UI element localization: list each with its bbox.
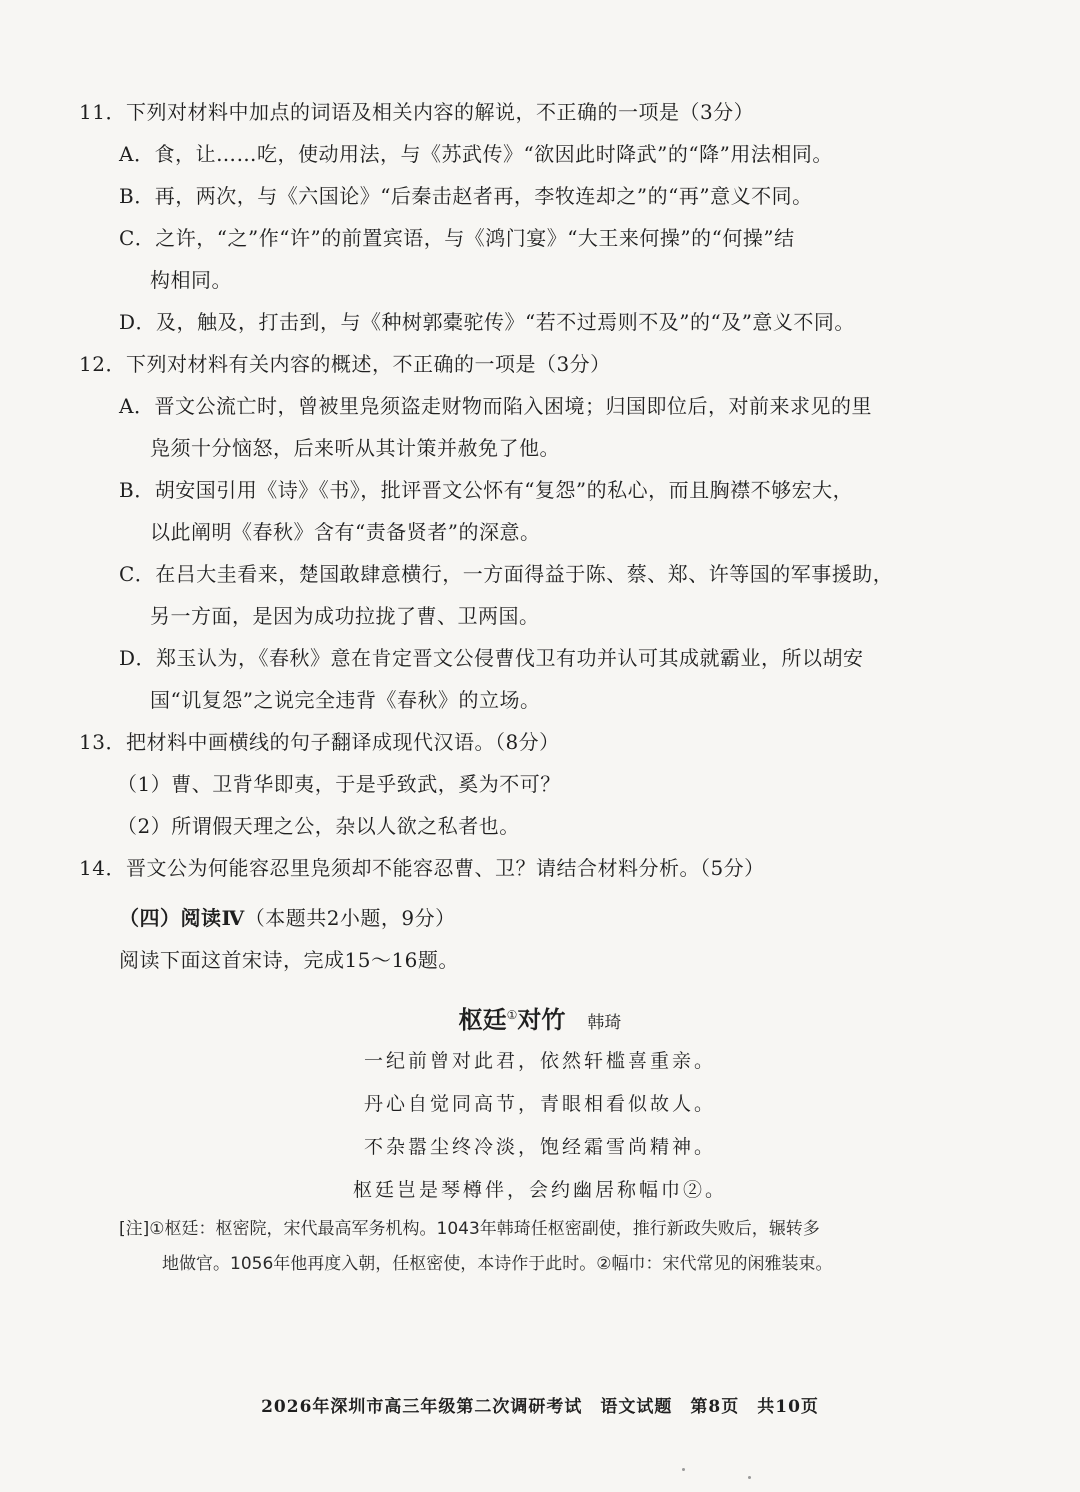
poem-line-2: 丹心自觉同高节，青眼相看似故人。 <box>363 1093 716 1115</box>
poem-author: 韩琦 <box>587 1013 622 1033</box>
section4-title: （四）阅读Ⅳ <box>119 906 245 930</box>
q11-option-a: A．食，让……吃，使动用法，与《苏武传》“欲因此时降武”的“降”用法相同。 <box>119 142 833 166</box>
q12-option-c-cont: 另一方面，是因为成功拉拢了曹、卫两国。 <box>150 604 540 628</box>
q11-stem: 11．下列对材料中加点的词语及相关内容的解说，不正确的一项是（3分） <box>79 100 755 124</box>
q11-option-c-cont: 构相同。 <box>150 268 232 292</box>
scan-speck <box>682 1468 685 1471</box>
q13-sentence-2: （2）所谓假天理之公，杂以人欲之私者也。 <box>117 814 520 838</box>
poem-title-part2: 对竹 <box>517 1005 566 1034</box>
poem-title-part1: 枢廷 <box>458 1005 507 1034</box>
section4-heading <box>119 905 456 931</box>
q11-option-d: D．及，触及，打击到，与《种树郭橐驼传》“若不过焉则不及”的“及”意义不同。 <box>119 310 855 334</box>
poem-note-line-1: [注]①枢廷：枢密院，宋代最高军务机构。1043年韩琦任枢密副使，推行新政失败后，辗转多 <box>119 1219 820 1239</box>
poem-line-1: 一纪前曾对此君，依然轩槛喜重亲。 <box>363 1050 716 1072</box>
poem-line-3: 不杂嚣尘终冷淡，饱经霜雪尚精神。 <box>363 1136 716 1158</box>
q12-option-d-cont: 国“讥复怨”之说完全违背《春秋》的立场。 <box>150 688 541 712</box>
q12-stem: 12．下列对材料有关内容的概述，不正确的一项是（3分） <box>79 352 611 376</box>
section4-score: （本题共2小题，9分） <box>244 906 456 930</box>
q12-option-b-cont: 以此阐明《春秋》含有“责备贤者”的深意。 <box>150 520 541 544</box>
q12-option-c: C．在吕大圭看来，楚国敢肆意横行，一方面得益于陈、蔡、郑、许等国的军事援助， <box>119 562 894 586</box>
q13-stem: 13．把材料中画横线的句子翻译成现代汉语。（8分） <box>79 730 560 754</box>
poem-title <box>0 1000 1080 1038</box>
q12-option-b: B．胡安国引用《诗》《书》，批评晋文公怀有“复怨”的私心，而且胸襟不够宏大， <box>119 478 854 502</box>
q11-option-c: C．之许，“之”作“许”的前置宾语，与《鸿门宴》“大王来何操”的“何操”结 <box>119 226 795 250</box>
q14-stem: 14．晋文公为何能容忍里凫须却不能容忍曹、卫？请结合材料分析。（5分） <box>79 856 765 880</box>
q12-option-a-cont: 凫须十分恼怒，后来听从其计策并赦免了他。 <box>150 436 560 460</box>
section4-instruction: 阅读下面这首宋诗，完成15～16题。 <box>119 948 459 972</box>
q13-sentence-1: （1）曹、卫背华即夷，于是乎致武，奚为不可？ <box>117 772 561 796</box>
page-footer: 2026年深圳市高三年级第二次调研考试 语文试题 第8页 共10页 <box>261 1397 819 1417</box>
q11-option-b: B．再，两次，与《六国论》“后秦击赵者再，李牧连却之”的“再”意义不同。 <box>119 184 813 208</box>
q12-option-a: A．晋文公流亡时，曾被里凫须盗走财物而陷入困境；归国即位后，对前来求见的里 <box>119 394 872 418</box>
poem-note-line-2: 地做官。1056年他再度入朝，任枢密使，本诗作于此时。②幅巾：宋代常见的闲雅装束。 <box>162 1254 833 1274</box>
poem-line-4: 枢廷岂是琴樽伴，会约幽居称幅巾②。 <box>352 1179 727 1201</box>
q12-option-d: D．郑玉认为，《春秋》意在肯定晋文公侵曹伐卫有功并认可其成就霸业，所以胡安 <box>119 646 864 670</box>
scan-speck <box>748 1476 751 1479</box>
poem-title-note-mark: ① <box>506 1008 518 1022</box>
